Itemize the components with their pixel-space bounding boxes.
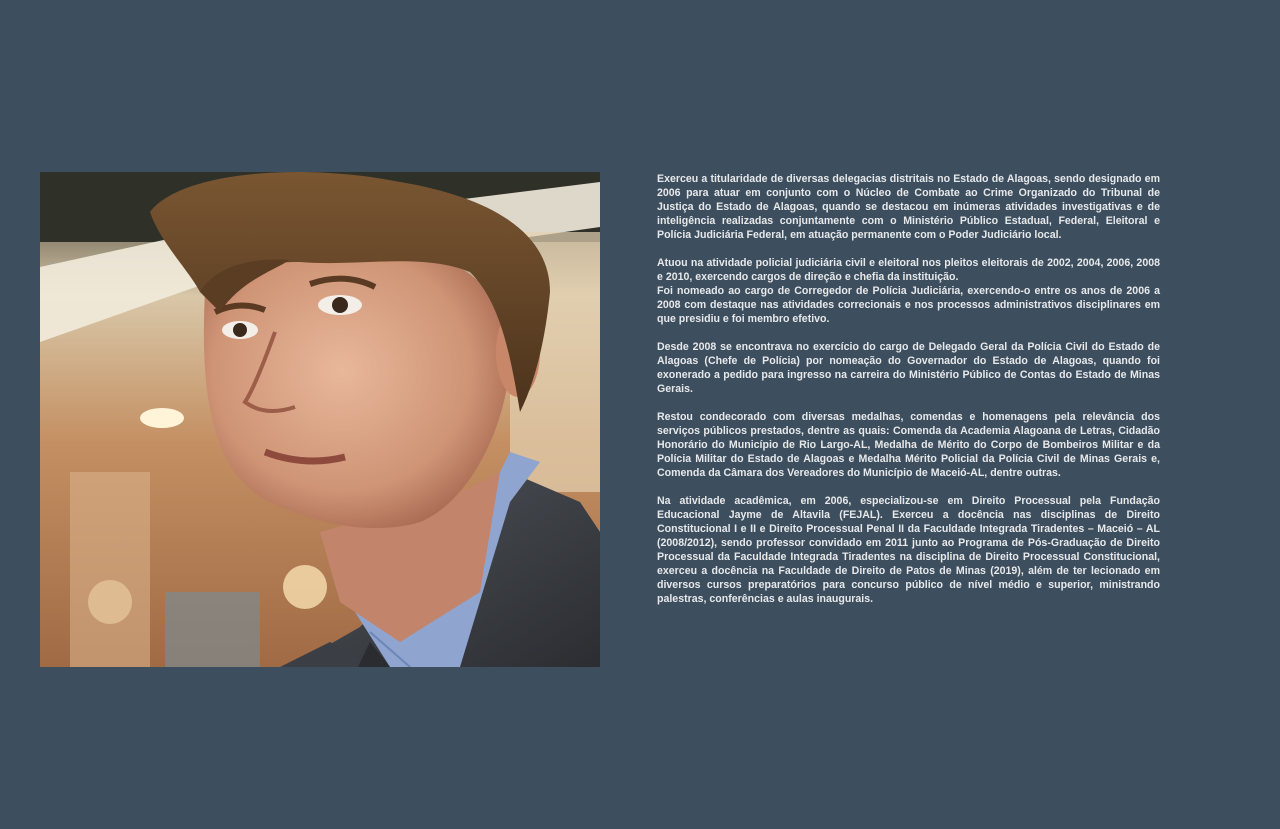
bio-paragraph-6: Na atividade acadêmica, em 2006, especializou-se em Direito Processual pela Fundação Educacional Jayme de Altavila (FEJAL). Exerceu a docência nas disciplinas de Direito Constitucional I e II e Direito Processual Penal II da Faculdade Integrada Tiradentes – Maceió – AL (2008/2012), sendo professor convidado em 2011 junto ao Programa de Pós-Graduação de Direito Processual da Faculdade Integrada Tiradentes na disciplina de Direito Processual Constitucional, exerceu a docência na Faculdade de Direito de Patos de Minas (2019), além de ter lecionado em diversos cursos preparatórios para concurso público de nível médio e superior, ministrando palestras, conferências e aulas inaugurais. [657,495,1160,605]
biography-text [657,172,1160,620]
bio-paragraph-3: Foi nomeado ao cargo de Corregedor de Polícia Judiciária, exercendo-o entre os anos de 2006 a 2008 com destaque nas atividades correcionais e nos processos administrativos disciplinares em que presidiu e foi membro efetivo. [657,285,1160,325]
portrait-photo [40,172,600,667]
bio-paragraph-1: Exerceu a titularidade de diversas delegacias distritais no Estado de Alagoas, sendo designado em 2006 para atuar em conjunto com o Núcleo de Combate ao Crime Organizado do Tribunal de Justiça do Estado de Alagoas, quando se destacou em inúmeras atividades investigativas e de inteligência realizadas conjuntamente com o Ministério Público Estadual, Federal, Eleitoral e Polícia Judiciária Federal, em atuação permanente com o Poder Judiciário local. [657,173,1160,241]
bio-paragraph-5: Restou condecorado com diversas medalhas, comendas e homenagens pela relevância dos serviços públicos prestados, dentre as quais: Comenda da Academia Alagoana de Letras, Cidadão Honorário do Município de Rio Largo-AL, Medalha de Mérito do Corpo de Bombeiros Militar e da Polícia Militar do Estado de Alagoas e Medalha Mérito Policial da Polícia Civil de Minas Gerais e, Comenda da Câmara dos Vereadores do Município de Maceió-AL, dentre outras. [657,411,1160,479]
bio-paragraph-2: Atuou na atividade policial judiciária civil e eleitoral nos pleitos eleitorais de 2002, 2004, 2006, 2008 e 2010, exercendo cargos de direção e chefia da instituição. [657,257,1160,283]
bio-paragraph-4: Desde 2008 se encontrava no exercício do cargo de Delegado Geral da Polícia Civil do Estado de Alagoas (Chefe de Polícia) por nomeação do Governador do Estado de Alagoas, quando foi exonerado a pedido para ingresso na carreira do Ministério Público de Contas do Estado de Minas Gerais. [657,341,1160,395]
portrait-image [40,172,600,667]
